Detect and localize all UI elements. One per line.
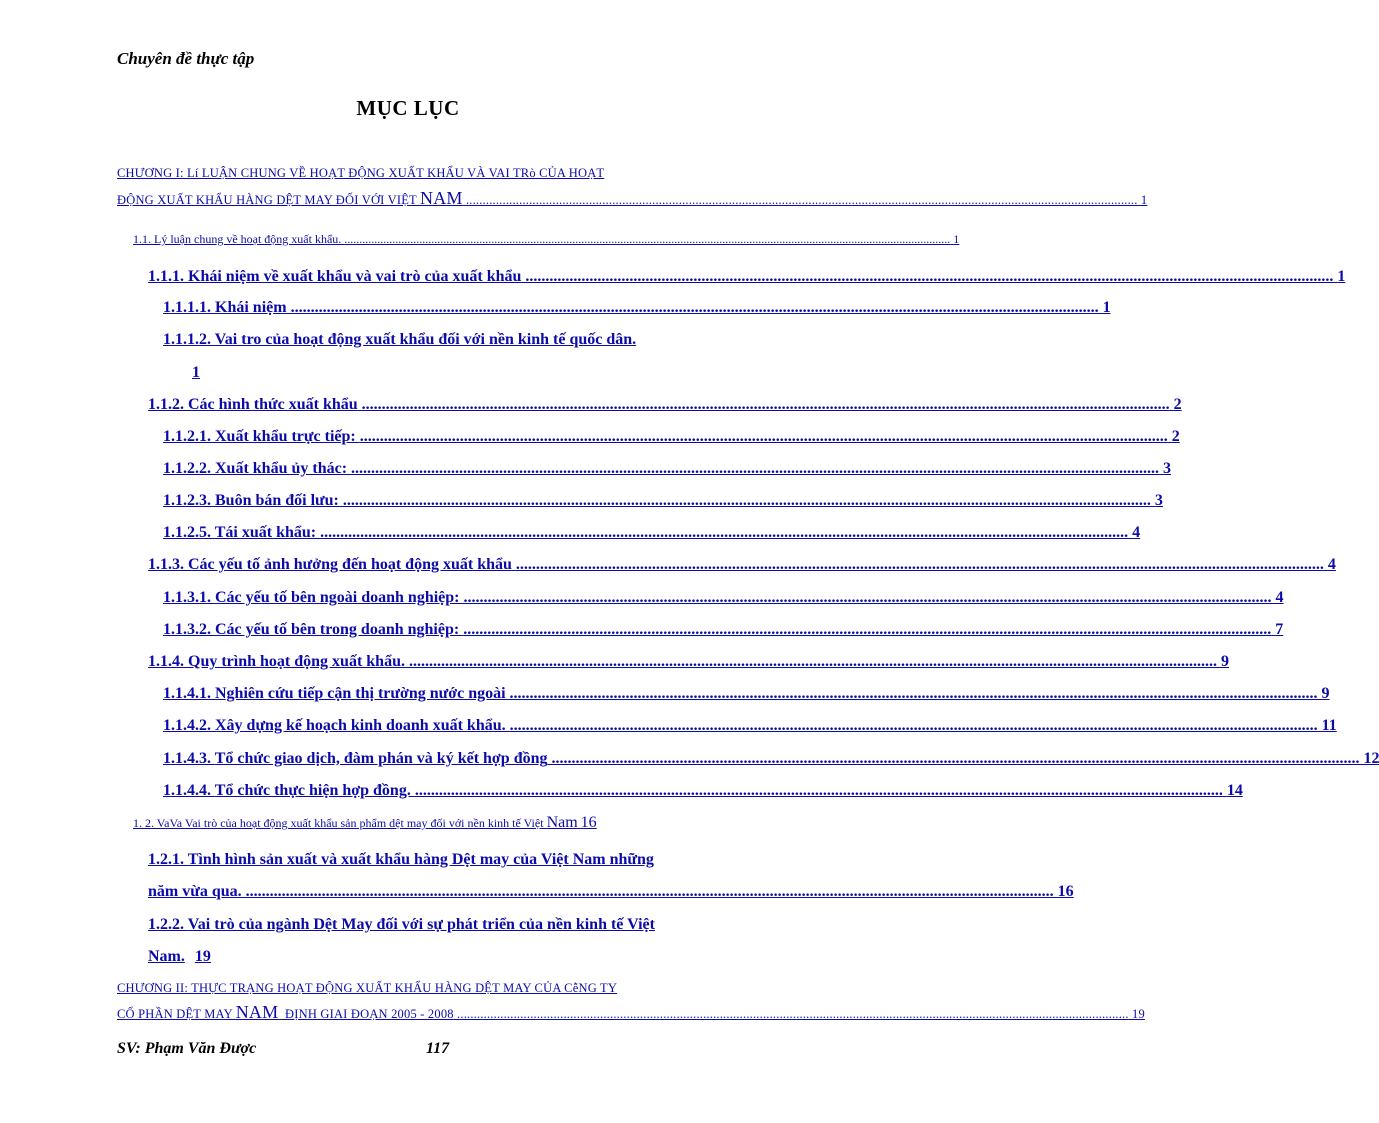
toc-leader: .......................................................................................................................................................................................................... [408,653,1217,670]
toc-page-number: 3 [1163,460,1172,477]
toc-text: Tổ chức thực hiện hợp đồng. [214,782,415,799]
toc-text: Tổ chức giao dịch, đàm phán và ký kết hợp đồng [214,750,548,767]
toc-number: 1.1.1.2. [163,331,211,348]
toc-page-number: 14 [1226,782,1243,799]
toc-page-number: 16 [1057,883,1074,900]
toc-page-number: 1 [953,232,960,246]
toc-text: 1. 2. VaVa Vai trò của hoạt động xuất khẩu sản phẩm dệt may đối với nền kinh tế Việt [133,816,547,830]
toc-page-number: 4 [1275,589,1284,606]
toc-leader: .......................................................................................................................................................................................................... [290,299,1099,316]
toc-item-1-1-3-1[interactable] [163,589,1284,607]
toc-text: Các yếu tố ảnh hưởng đến hoạt động xuất khẩu [188,556,512,573]
toc-number: 1.1.4.1. [163,685,211,702]
footer-page-number: 117 [426,1040,450,1057]
toc-item-1-2-2-line2[interactable] [148,948,228,966]
toc-text: Vai tro của hoạt động xuất khẩu đối với nền kinh tế quốc dân. [214,331,637,348]
toc-page-number: 4 [1132,524,1141,541]
toc-item-1-1-3-2[interactable] [163,621,1284,639]
toc-page-number: 16 [580,814,597,831]
toc-item-1-1-3[interactable] [148,556,1336,574]
toc-number: 1.1.2.2. [163,460,211,477]
toc-item-1-2-2-line1[interactable] [148,916,740,934]
toc-number: 1.1.3.2. [163,621,211,638]
toc-leader: .......................................................................................................................................................................................................... [457,1007,1129,1021]
toc-leader: .......................................................................................................................................................................................................... [414,782,1223,799]
toc-leader: .......................................................................................................................................................................................................... [351,460,1160,477]
toc-item-1-1-1[interactable] [148,268,1346,286]
toc-leader: .......................................................................................................................................................................................................... [361,396,1170,413]
toc-number: 1.1.2.5. [163,524,211,541]
toc-leader: .......................................................................................................................................................................................................... [342,492,1151,509]
page-title: MỤC LỤC [356,96,460,120]
toc-page-number: 3 [1154,492,1163,509]
running-header: Chuyên đề thực tập [117,49,255,68]
toc-item-1-1-2-2[interactable] [163,460,1172,478]
toc-number: 1.1.3. [148,556,184,573]
toc-number: 1.1. [133,232,151,246]
toc-page-number: 11 [1321,717,1337,734]
toc-text: CHƯƠNG II: THỰC TRẠNG HOẠT ĐỘNG XUẤT KHẨU HÀNG DỆT MAY CỦA CễNG TY [117,981,618,995]
toc-text: Xuất khẩu trực tiếp: [215,428,360,445]
toc-number: 1.1.4. [148,653,184,670]
toc-chapter-2-line2[interactable] [117,1002,1145,1023]
toc-item-1-1[interactable] [133,232,960,247]
toc-item-1-1-1-2-page[interactable] [163,364,203,382]
toc-number: 1.1.2. [148,396,184,413]
toc-leader: .......................................................................................................................................................................................................... [509,717,1318,734]
toc-item-1-1-4-4[interactable] [163,782,1243,800]
toc-number: 1.1.3.1. [163,589,211,606]
toc-text: Quy trình hoạt động xuất khẩu. [188,653,409,670]
toc-page-number: 1 [1102,299,1111,316]
toc-text: Khái niệm về xuất khẩu và vai trò của xuất khẩu [188,268,522,285]
toc-text: Buôn bán đối lưu: [215,492,343,509]
toc-number: 1.2.1. [148,851,184,868]
toc-text: Xuất khẩu ủy thác: [215,460,352,477]
toc-text: Xây dựng kế hoạch kinh doanh xuất khẩu. [215,717,510,734]
toc-number: 1.1.4.4. [163,782,211,799]
toc-text: Vai trò của ngành Dệt May đối với sự phát triển của nền kinh tế Việt [187,916,655,933]
toc-page-number: 2 [1171,428,1180,445]
toc-page-number: 1 [1140,193,1148,207]
toc-text: CỔ PHẦN DỆT MAY [117,1007,236,1021]
toc-page-number: 1 [1337,268,1346,285]
toc-item-1-1-2-3[interactable] [163,492,1163,510]
toc-text: Nam. [148,948,185,965]
toc-item-1-1-2[interactable] [148,396,1182,414]
toc-page-number: 12 [1363,750,1379,767]
toc-text: Các hình thức xuất khẩu [188,396,358,413]
toc-item-1-2-1-line2[interactable] [148,883,1074,901]
toc-leader: .......................................................................................................................................................................................................... [515,556,1324,573]
toc-leader: .......................................................................................................................................................................................................... [359,428,1168,445]
footer-student-name: SV: Phạm Văn Được [117,1040,257,1057]
toc-item-1-1-2-1[interactable] [163,428,1180,446]
toc-leader: .......................................................................................................................................................................................................... [551,750,1360,767]
toc-item-1-1-4-2[interactable] [163,717,1337,735]
toc-number: 1.2.2. [148,916,184,933]
toc-item-1-2[interactable] [133,814,751,832]
toc-text: Tình hình sản xuất và xuất khẩu hàng Dệt may của Việt Nam những [187,851,654,868]
toc-text: ĐỘNG XUẤT KHẨU HÀNG DỆT MAY ĐỐI VỚI VIỆT [117,193,420,207]
toc-number: 1.1.2.3. [163,492,211,509]
toc-number: 1.1.1.1. [163,299,211,316]
toc-text: ĐỊNH GIAI ĐOẠN 2005 - 2008 [281,1007,454,1021]
toc-page-number: 2 [1173,396,1182,413]
toc-leader: .......................................................................................................................................................................................................... [245,883,1054,900]
toc-text: Nghiên cứu tiếp cận thị trường nước ngoài [215,685,506,702]
toc-item-1-1-4-1[interactable] [163,685,1330,703]
toc-text: Tái xuất khẩu: [214,524,321,541]
toc-text: Lý luận chung về hoạt động xuất khẩu. [154,232,345,246]
toc-leader: .......................................................................................................................................................................................................... [509,685,1318,702]
toc-page-number: 19 [194,948,211,965]
toc-item-1-1-4-3[interactable] [163,750,1379,768]
toc-text-large: NAM [420,188,463,208]
toc-chapter-1-line2[interactable] [117,188,1148,209]
toc-leader: .......................................................................................................................................................................................................... [344,232,951,246]
toc-item-1-1-1-1[interactable] [163,299,1111,317]
toc-text: năm vừa qua. [148,883,246,900]
toc-number: 1.1.2.1. [163,428,211,445]
toc-leader: .......................................................................................................................................................................................................... [463,621,1272,638]
toc-number: 1.1.4.2. [163,717,211,734]
toc-text-large: Nam [546,814,578,831]
toc-item-1-1-4[interactable] [148,653,1229,671]
toc-page-number: 9 [1321,685,1330,702]
toc-leader: .......................................................................................................................................................................................................... [463,589,1272,606]
toc-number: 1.1.1. [148,268,184,285]
toc-page-number: 19 [1132,1007,1145,1021]
toc-text-large: NAM [235,1002,279,1022]
toc-item-1-1-1-2[interactable] [163,331,738,349]
toc-page-number: 1 [192,364,200,381]
toc-text: Khái niệm [215,299,287,316]
toc-page-number: 9 [1220,653,1229,670]
toc-chapter-1-line1[interactable] [117,166,737,181]
toc-leader: .......................................................................................................................................................................................................... [465,193,1138,207]
toc-chapter-2-line1[interactable] [117,981,739,996]
toc-item-1-1-2-5[interactable] [163,524,1141,542]
toc-leader: .......................................................................................................................................................................................................... [525,268,1334,285]
toc-leader: .......................................................................................................................................................................................................... [320,524,1129,541]
toc-page-number: 4 [1327,556,1336,573]
toc-text: CHƯƠNG I: Lí LUẬN CHUNG VỀ HOẠT ĐỘNG XUẤT KHẨU VÀ VAI TRò CỦA HOẠT [117,166,605,180]
toc-text: Các yếu tố bên ngoài doanh nghiệp: [215,589,464,606]
toc-page-number: 7 [1275,621,1284,638]
toc-number: 1.1.4.3. [163,750,211,767]
toc-text: Các yếu tố bên trong doanh nghiệp: [215,621,464,638]
toc-item-1-2-1-line1[interactable] [148,851,743,869]
